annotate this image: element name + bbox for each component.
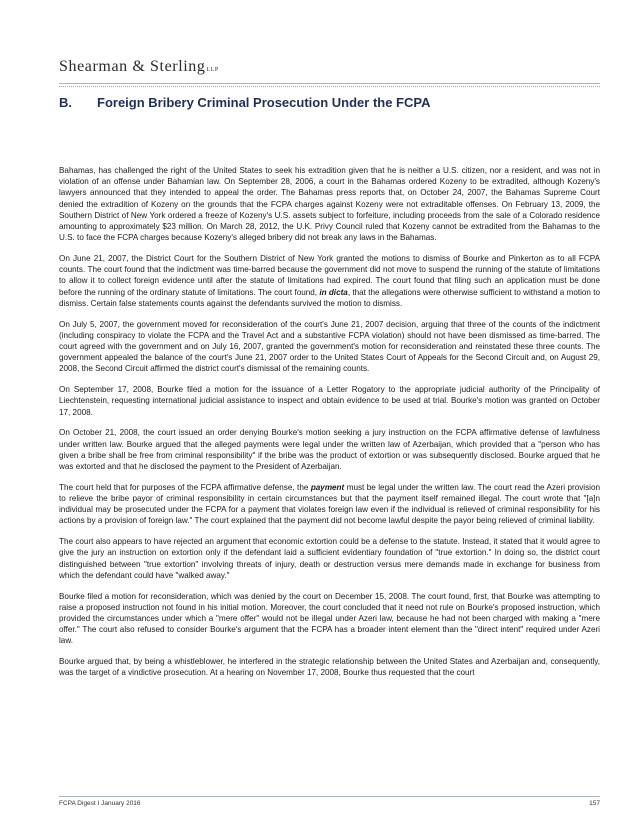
footer-page-number: 157 (589, 800, 600, 807)
firm-logo-text: Shearman & Sterling (59, 58, 206, 75)
paragraph-2 (59, 253, 600, 309)
footer-publication: FCPA Digest I January 2016 (59, 800, 141, 807)
paragraph-1: Bahamas, has challenged the right of the United States to seek his extradition given that he is neither a U.S. citizen, nor a resident, and was not in violation of an offense under Bahamian law. On September 28, 2006, a court in the Bahamas ordered Kozeny to be extradited, although Kozeny's lawyers announced that they intended to appeal the order. The Bahamas press reports that, on October 24, 2007, the Bahamas Supreme Court denied the extradition of Kozeny on the grounds that the FCPA charges against Kozeny were not extraditable offenses. On February 13, 2009, the Southern District of New York ordered a freeze of Kozeny's U.S. assets subject to forfeiture, including proceeds from the sale of a Colorado residence amounting to approximately $23 million. On March 28, 2012, the U.K. Privy Council ruled that Kozeny cannot be extradited from the Bahamas to the U.S. to face the FCPA charges because Kozeny's alleged bribery did not break any laws in the Bahamas. (59, 166, 600, 243)
paragraph-6 (59, 482, 600, 527)
paragraph-2-text-a: On June 21, 2007, the District Court for the Southern District of New York granted the motions to dismiss of Bourke and Pinkerton as to all FCPA counts. The court found that the indictment was time-barred because the government did not move to suspend the running of the statute of limitations to allow it to collect foreign evidence until after the statute of limitations had expired. The court found that filing such an application must be done before the running of the ordinary statute of limitations. The court found, (59, 254, 600, 297)
body-text (59, 165, 600, 688)
section-heading (59, 95, 600, 110)
paragraph-8: Bourke filed a motion for reconsideration, which was denied by the court on December 15, 2008. The court found, first, that Bourke was attempting to raise a proposed instruction not found in his initial motion. Moreover, the court concluded that it need not rule on Bourke's proposed instruction, which provided the circumstances under which a "mere offer" would not be illegal under Azeri law, because he had not been charged with making a "mere offer." The court also refused to consider Bourke's argument that the FCPA has a broader intent element than the "direct intent" required under Azeri law. (59, 591, 600, 646)
paragraph-2-text-b: , that the allegations were otherwise sufficient to withstand a motion to dismiss. Certain false statements counts against the defendants survived the motion to dismiss. (59, 287, 600, 308)
paragraph-6-text-b: must be legal under the written law. The court read the Azeri provision to relieve the bribe payor of criminal responsibility in certain circumstances but that the payment itself remained illegal. The court wrote that "[a]n individual may be prosecuted under the FCPA for a payment that violates foreign law even if the individual is relieved of criminal responsibility for his actions by a provision of foreign law." The court explained that the payment did not become lawful despite the payor being relieved of criminal liability. (59, 482, 600, 526)
firm-logo-suffix: LLP (206, 67, 219, 73)
firm-logo (59, 58, 219, 76)
paragraph-9: Bourke argued that, by being a whistleblower, he interfered in the strategic relationship between the United States and Azerbaijan and, consequently, was the target of a vindictive prosecution. At a hearing on November 17, 2008, Bourke thus requested that the court (59, 657, 600, 678)
paragraph-6-text-a: The court held that for purposes of the FCPA affirmative defense, the (59, 482, 311, 492)
paragraph-6-emphasis: payment (310, 482, 345, 492)
paragraph-5: On October 21, 2008, the court issued an order denying Bourke's motion seeking a jury instruction on the FCPA affirmative defense of lawfulness under written law. Bourke argued that the alleged payments were legal under the written law of Azerbaijan, which provided that a "person who has given a bribe shall be free from criminal responsibility" if the bribe was the product of extortion or was subsequently disclosed. Bourke argued that he was extorted and that he disclosed the payment to the President of Azerbaijan. (59, 428, 600, 472)
paragraph-3: On July 5, 2007, the government moved for reconsideration of the court's June 21, 2007 decision, arguing that three of the counts of the indictment (including conspiracy to violate the FCPA and the Travel Act and a substantive FCPA violation) should not have been dismissed as time-barred. The court agreed with the government and on July 16, 2007, granted the government's motion for reconsideration and reinstated these three counts. The government appealed the balance of the court's June 21, 2007 order to the United States Court of Appeals for the Second Circuit and, on August 29, 2008, the Second Circuit affirmed the district court's dismissal of the remaining counts. (59, 319, 600, 374)
header-rule-top (59, 83, 600, 84)
paragraph-2-emphasis: in dicta (319, 287, 348, 297)
paragraph-4: On September 17, 2008, Bourke filed a motion for the issuance of a Letter Rogatory to the appropriate judicial authority of the Principality of Liechtenstein, requesting international judicial assistance to inspect and obtain evidence to be used at trial. Bourke's motion was granted on October 17, 2008. (59, 385, 600, 417)
section-title: Foreign Bribery Criminal Prosecution Under the FCPA (97, 95, 431, 110)
section-letter: B. (59, 95, 72, 110)
header-rule-dotted (59, 86, 600, 87)
paragraph-7: The court also appears to have rejected an argument that economic extortion could be a defense to the statute. Instead, it stated that it would agree to give the jury an instruction on extortion only if the defendant laid a sufficient evidentiary foundation of "true extortion." In doing so, the district court distinguished between "true extortion" involving threats of injury, death or destruction versus mere demands made in exchange for business from which the defendant could have "walked away." (59, 537, 600, 580)
footer-rule (59, 796, 600, 797)
